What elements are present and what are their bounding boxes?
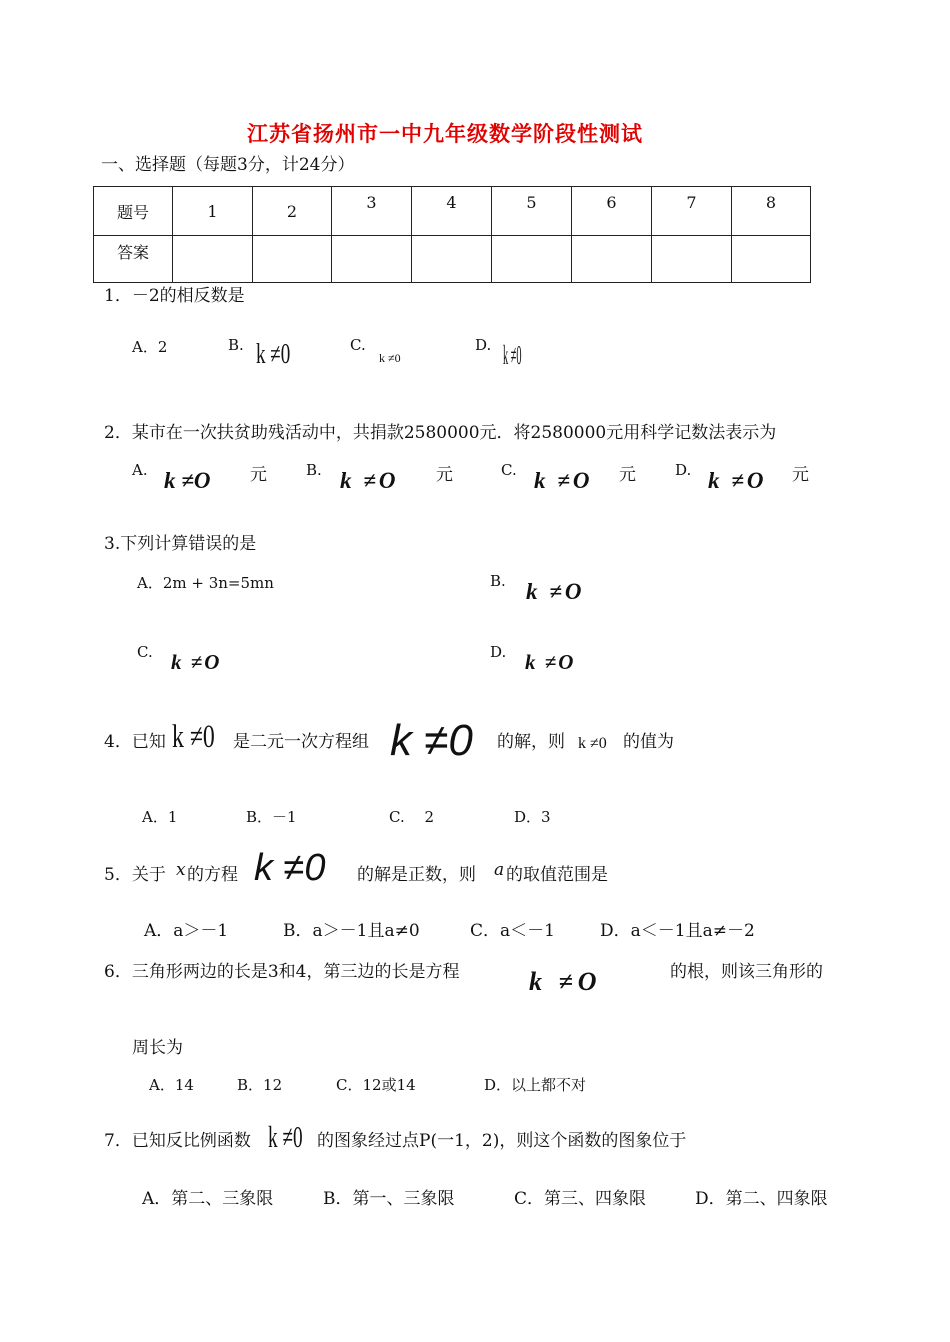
question-5-part4: 的取值范围是: [506, 865, 608, 885]
q4-option-a: A．1: [142, 808, 178, 826]
q2-option-b-label: B.: [306, 461, 322, 479]
q2-option-a-formula: k ≠O: [164, 468, 211, 493]
question-3-stem: 3.下列计算错误的是: [104, 534, 257, 554]
answer-cell[interactable]: [412, 236, 492, 283]
question-5-part2: 的方程: [187, 865, 238, 885]
q1-option-b-label: B.: [228, 336, 244, 354]
q6-formula-equation: k ≠O: [529, 967, 602, 996]
table-row: [94, 187, 811, 236]
q2-option-c-label: C.: [501, 461, 517, 479]
q1-option-a: A．2: [132, 338, 168, 356]
table-cell: 题号: [94, 187, 173, 236]
answer-cell[interactable]: [652, 236, 732, 283]
q5-option-c: C．a＜－1: [470, 921, 555, 941]
q4-option-c: C. 2: [389, 808, 435, 826]
q3-option-d-formula: k ≠O: [525, 650, 576, 674]
q2-option-a-unit: 元: [250, 465, 267, 485]
question-5-part3: 的解是正数，则: [357, 865, 476, 885]
q2-option-c-formula: k ≠O: [534, 468, 593, 493]
table-cell: 2: [253, 187, 332, 236]
answer-cell[interactable]: [572, 236, 652, 283]
question-4-part3: 的解，则: [497, 732, 565, 752]
question-6-part2: 的根，则该三角形的: [670, 962, 823, 982]
q1-option-d-label: D.: [475, 336, 492, 354]
q3-option-c-label: C.: [137, 643, 153, 661]
q3-option-b-label: B.: [490, 572, 506, 590]
q7-option-d: D．第二、四象限: [695, 1189, 828, 1209]
question-1-stem: 1．－2的相反数是: [104, 286, 245, 306]
answer-cell[interactable]: [173, 236, 253, 283]
table-row: [94, 236, 811, 283]
q5-option-b: B．a＞－1且a≠0: [283, 921, 420, 941]
question-7-part1: 7．已知反比例函数: [104, 1131, 251, 1151]
q7-option-b: B．第一、三象限: [323, 1189, 455, 1209]
q3-option-c-formula: k ≠O: [171, 650, 222, 674]
q1-option-c-label: C.: [350, 336, 366, 354]
answer-cell[interactable]: [732, 236, 811, 283]
q4-formula-expression: k ≠0: [578, 735, 607, 752]
q1-option-c-formula: k ≠0: [379, 351, 401, 365]
page-title: 江苏省扬州市一中九年级数学阶段性测试: [247, 121, 643, 146]
question-2-stem: 2．某市在一次扶贫助残活动中，共捐款2580000元．将2580000元用科学记数法表示为: [104, 423, 777, 443]
question-7-part2: 的图象经过点P(一1，2)，则这个函数的图象位于: [317, 1131, 687, 1151]
question-6-part1: 6．三角形两边的长是3和4，第三边的长是方程: [104, 962, 460, 982]
q2-option-a-label: A.: [132, 461, 148, 479]
answer-cell[interactable]: [332, 236, 412, 283]
question-4-part2: 是二元一次方程组: [233, 732, 369, 752]
table-cell: 6: [572, 187, 652, 236]
answer-table: [93, 186, 811, 283]
answer-cell[interactable]: [253, 236, 332, 283]
q1-option-d-formula: k ≠0: [503, 340, 522, 370]
table-cell: 1: [173, 187, 253, 236]
question-4-part1: 4．已知: [104, 732, 166, 752]
q2-option-c-unit: 元: [619, 465, 636, 485]
q5-variable-a: a: [494, 860, 505, 880]
question-6-part3: 周长为: [132, 1038, 183, 1058]
q2-option-b-unit: 元: [436, 465, 453, 485]
table-cell: 7: [652, 187, 732, 236]
table-cell: 答案: [94, 236, 173, 283]
q2-option-d-unit: 元: [792, 465, 809, 485]
q5-option-a: A．a＞－1: [144, 921, 229, 941]
q3-option-a: A．2m + 3n=5mn: [137, 574, 274, 592]
q4-option-b: B．－1: [246, 808, 297, 826]
table-cell: 5: [492, 187, 572, 236]
q3-option-d-label: D.: [490, 643, 507, 661]
q7-option-a: A．第二、三象限: [142, 1189, 274, 1209]
q4-formula-system: k ≠0: [390, 716, 473, 765]
q3-option-b-formula: k ≠O: [526, 579, 585, 604]
table-cell: 3: [332, 187, 412, 236]
question-4-part4: 的值为: [623, 732, 674, 752]
section-heading: 一、选择题（每题3分，计24分）: [101, 155, 355, 175]
table-cell: 8: [732, 187, 811, 236]
q4-formula-solution: k ≠0: [172, 719, 215, 755]
q2-option-b-formula: k ≠O: [340, 468, 399, 493]
q4-option-d: D．3: [514, 808, 551, 826]
q2-option-d-label: D.: [675, 461, 692, 479]
question-5-part1: 5．关于: [104, 865, 166, 885]
answer-cell[interactable]: [492, 236, 572, 283]
q6-option-b: B．12: [237, 1076, 283, 1094]
q7-formula-function: k ≠0: [268, 1119, 303, 1154]
q5-variable-x: x: [176, 860, 186, 880]
q6-option-a: A．14: [149, 1076, 194, 1094]
q5-option-d: D．a＜－1且a≠－2: [600, 921, 755, 941]
q7-option-c: C．第三、四象限: [514, 1189, 647, 1209]
q6-option-d: D．以上都不对: [484, 1076, 587, 1094]
q5-formula-equation: k ≠0: [254, 847, 326, 889]
q6-option-c: C．12或14: [336, 1076, 416, 1094]
table-cell: 4: [412, 187, 492, 236]
q1-option-b-formula: k ≠0: [256, 339, 291, 370]
q2-option-d-formula: k ≠O: [708, 468, 767, 493]
